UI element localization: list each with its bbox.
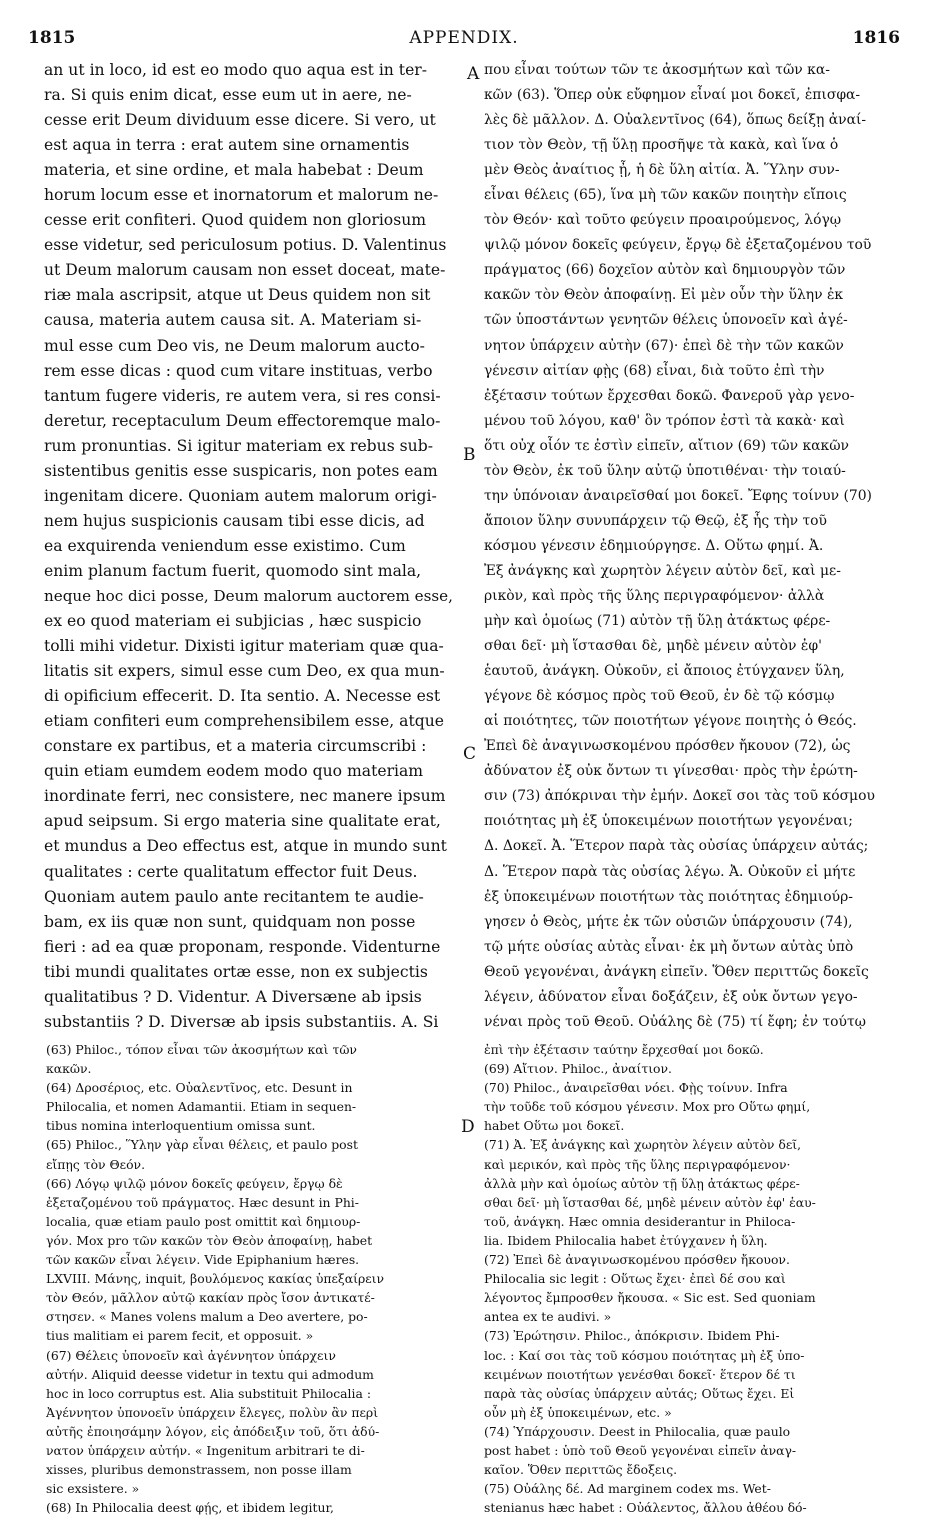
text-line: cesse erit Deum dividuum esse dicere. Si vero, ut bbox=[44, 111, 436, 130]
footnote-line: (75) Οὐάλης δέ. Ad marginem codex ms. Wet- bbox=[484, 1481, 771, 1497]
footnote-line: κακῶν. bbox=[46, 1061, 92, 1077]
running-title: APPENDIX. bbox=[409, 28, 519, 48]
footnote-line: localia, quæ etiam paulo post omittit καὶ δημιουρ- bbox=[46, 1213, 361, 1229]
text-line: ex eo quod materiam ei subjicias , hæc suspicio bbox=[44, 612, 422, 631]
text-line: τὸν Θεόν· καὶ τοῦτο φεύγειν προαιρούμενος, λόγῳ bbox=[484, 212, 842, 229]
text-line: ra. Si quis enim dicat, esse eum ut in aere, ne- bbox=[44, 86, 412, 105]
text-line: nem hujus suspicionis causam tibi esse dicis, ad bbox=[44, 511, 425, 530]
footnote-line: κειμένων ποιοτήτων γενέσθαι δοκεῖ· ἕτερον δέ τι bbox=[484, 1366, 796, 1382]
text-line: κόσμου γένεσιν ἐδημιούργησε. Δ. Οὕτω φημί. Ἀ. bbox=[484, 537, 824, 554]
footnote-line: στησεν. « Manes volens malum a Deo avertere, po- bbox=[46, 1309, 368, 1325]
footnote-line: xisses, pluribus demonstrassem, non posse illam bbox=[46, 1462, 352, 1478]
page-number-right: 1816 bbox=[852, 28, 900, 48]
text-line: rem esse dicas : quod cum vitare instituas, verbo bbox=[44, 361, 433, 380]
text-line: ἐξέτασιν τούτων ἔρχεσθαι δοκῶ. Φανεροῦ γὰρ γενο- bbox=[484, 387, 855, 404]
text-line: cesse erit confiteri. Quod quidem non gloriosum bbox=[44, 211, 427, 230]
footnote-line: (71) Ἀ. Ἐξ ἀνάγκης καὶ χωρητὸν λέγειν αὐτὸν δεῖ, bbox=[484, 1137, 802, 1153]
footnote-line: καῖον. Ὅθεν περιττῶς ἔδοξεις. bbox=[484, 1462, 678, 1478]
footnote-line: τὴν τοῦδε τοῦ κόσμου γένεσιν. Mox pro Οὕτω φημί, bbox=[484, 1099, 811, 1115]
text-line: τῷ μήτε οὐσίας αὐτὰς εἶναι· ἐκ μὴ ὄντων αὐτὰς ὑπὸ bbox=[484, 938, 854, 955]
text-line: μὴν καὶ ὁμοίως (71) αὐτὸν τῇ ὕλῃ ἀτάκτως φέρε- bbox=[484, 613, 831, 630]
footnote-line: οὖν μὴ ἐξ ὑποκειμένων, etc. » bbox=[484, 1404, 672, 1420]
text-line: λὲς δὲ μᾶλλον. Δ. Οὐαλεντῖνος (64), ὅπως δείξῃ ἀναί- bbox=[484, 112, 867, 129]
footnote-line: αὐτῆς ἐποιησάμην λόγον, εἰς ἀπόδειξιν τοῦ, ὅτι ἀδύ- bbox=[46, 1423, 380, 1439]
footnote-line: Philocalia, et nomen Adamantii. Etiam in sequen- bbox=[46, 1099, 357, 1115]
footnote-line: (67) Θέλεις ὑπονοεῖν καὶ ἀγέννητον ὑπάρχειν bbox=[46, 1347, 336, 1363]
text-line: qualitatibus ? D. Videntur. A Diversæne ab ipsis bbox=[44, 987, 422, 1006]
text-line: tolli mihi videtur. Dixisti igitur materiam quæ qua- bbox=[44, 637, 444, 656]
text-line: Δ. Δοκεῖ. Ἀ. Ἕτερον παρὰ τὰς οὐσίας ὑπάρχειν αὐτάς; bbox=[484, 838, 869, 855]
footnote-line: ἀλλὰ μὴν καὶ ὁμοίως αὐτὸν τῇ ὕλῃ ἀτάκτως φέρε- bbox=[484, 1175, 800, 1191]
text-line: την ὑπόνοιαν ἀναιρεῖσθαί μοι δοκεῖ. Ἔφης τοίνυν (70) bbox=[484, 487, 872, 504]
text-line: πράγματος (66) δοχεῖον αὐτὸν καὶ δημιουργὸν τῶν bbox=[484, 262, 846, 279]
footnote-line: σθαι δεῖ· μὴ ἵστασθαι δέ, μηδὲ μένειν αὐτὸν ἐφ' ἑαυ- bbox=[484, 1194, 816, 1210]
text-line: τῶν ὑποστάντων γενητῶν θέλεις ὑπονοεῖν καὶ ἀγέ- bbox=[484, 312, 848, 329]
text-line: riæ mala ascripsit, atque ut Deus quidem non sit bbox=[44, 286, 431, 305]
text-line: apud seipsum. Si ergo materia sine qualitate erat, bbox=[44, 812, 441, 831]
text-line: Ἐξ ἀνάγκης καὶ χωρητὸν λέγειν αὐτὸν δεῖ, καὶ με- bbox=[484, 562, 841, 579]
text-line: λέγειν, ἀδύνατον εἶναι δοξάζειν, ἐξ οὐκ ὄντων γεγο- bbox=[484, 988, 858, 1005]
footnote-line: hoc in loco corruptus est. Alia substituit Philocalia : bbox=[46, 1385, 371, 1401]
text-line: γέγονε δὲ κόσμος πρὸς τοῦ Θεοῦ, ἐν δὲ τῷ κόσμῳ bbox=[484, 688, 835, 705]
text-line: σθαι δεῖ· μὴ ἵστασθαι δὲ, μηδὲ μένειν αὐτὸν ἐφ' bbox=[484, 638, 822, 655]
footnote-line: γόν. Mox pro τῶν κακῶν τὸν Θεὸν ἀποφαίνῃ, habet bbox=[46, 1232, 373, 1248]
footnote-line: stenianus hæc habet : Οὐάλεντος, ἄλλου ἀθέου δό- bbox=[484, 1500, 807, 1516]
text-line: et mundus a Deo effectus est, atque in mundo sunt bbox=[44, 837, 447, 856]
text-line: ρικὸν, καὶ πρὸς τῆς ὕλης περιγραφόμενον· ἀλλὰ bbox=[484, 587, 825, 604]
text-line: constare ex partibus, et a materia circumscribi : bbox=[44, 737, 427, 756]
text-line: ἄποιον ὕλην συνυπάρχειν τῷ Θεῷ, ἐξ ἧς τὴν τοῦ bbox=[484, 512, 827, 529]
footnote-line: τῶν κακῶν εἶναι λέγειν. Vide Epiphanium hæres. bbox=[46, 1252, 360, 1268]
text-line: κακῶν τὸν Θεὸν ἀποφαίνῃ. Εἰ μὲν οὖν τὴν ὕλην ἐκ bbox=[484, 287, 844, 304]
footnote-line: παρὰ τὰς οὐσίας ὑπάρχειν αὐτάς; Οὕτως ἔχει. Εἰ bbox=[484, 1385, 795, 1401]
footnote-line: (74) Ὑπάρχουσιν. Deest in Philocalia, quæ paulo bbox=[484, 1423, 791, 1439]
page-number-left: 1815 bbox=[28, 28, 76, 48]
text-line: fieri : ad ea quæ proponam, responde. Videnturne bbox=[44, 937, 441, 956]
footnote-line: (63) Philoc., τόπον εἶναι τῶν ἀκοσμήτων καὶ τῶν bbox=[46, 1042, 357, 1057]
text-line: κῶν (63). Ὅπερ οὐκ εὔφημον εἶναί μοι δοκεῖ, ἐπισφα- bbox=[484, 87, 861, 104]
footnote-line: (66) Λόγῳ ψιλῷ μόνον δοκεῖς φεύγειν, ἔργῳ δὲ bbox=[46, 1175, 343, 1191]
text-line: ut Deum malorum causam non esset doceat, mate- bbox=[44, 261, 446, 280]
page-header bbox=[28, 28, 900, 54]
text-line: sistentibus genitis esse suspicaris, non potes eam bbox=[44, 461, 438, 480]
text-line: est aqua in terra : erat autem sine ornamentis bbox=[44, 136, 410, 155]
text-line: quin etiam eumdem eodem modo quo materiam bbox=[44, 762, 424, 781]
text-line: tibi mundi qualitates ortæ esse, non ex subjectis bbox=[44, 962, 428, 981]
text-line: μένου τοῦ λόγου, καθ' ὃν τρόπον ἐστὶ τὰ κακὰ· καὶ bbox=[484, 412, 845, 429]
text-line: horum locum esse et inornatorum et malorum ne- bbox=[44, 186, 439, 205]
text-line: tantum fugere videris, re autem vera, si res consi- bbox=[44, 386, 441, 405]
latin-text-column bbox=[44, 58, 460, 1035]
text-line: mul esse cum Deo vis, ne Deum malorum aucto- bbox=[44, 336, 425, 355]
text-line: esse videtur, sed periculosum potius. D. Valentinus bbox=[44, 236, 447, 255]
text-line: ἑαυτοῦ, ἀνάγκη. Οὐκοῦν, εἰ ἄποιος ἐτύγχανεν ὕλη, bbox=[484, 663, 845, 680]
text-line: bam, ex iis quæ non sunt, quidquam non posse bbox=[44, 912, 416, 931]
text-line: αἱ ποιότητες, τῶν ποιοτήτων γέγονε ποιητὴς ὁ Θεός. bbox=[484, 713, 857, 730]
footnote-line: tibus nomina interloquentium omissa sunt. bbox=[46, 1118, 316, 1134]
text-line: σιν (73) ἀπόκριναι τὴν ἐμήν. Δοκεῖ σοι τὰς τοῦ κόσμου bbox=[484, 788, 875, 805]
footnote-line: tius malitiam ei parem fecit, et opposuit. » bbox=[46, 1328, 314, 1344]
footnote-line: (69) Αἴτιον. Philoc., ἀναίτιον. bbox=[484, 1061, 672, 1077]
text-line: γένεσιν αἰτίαν φῂς (68) εἶναι, διὰ τοῦτο ἐπὶ τὴν bbox=[484, 362, 825, 379]
text-line: που εἶναι τούτων τῶν τε ἀκοσμήτων καὶ τῶν κα- bbox=[484, 62, 830, 78]
footnote-line: post habet : ὑπὸ τοῦ Θεοῦ γεγονέναι εἰπεῖν ἀναγ- bbox=[484, 1442, 797, 1458]
text-line: γησεν ὁ Θεὸς, μήτε ἐκ τῶν οὐσιῶν ὑπάρχουσιν (74), bbox=[484, 913, 853, 930]
footnote-line: loc. : Καί σοι τὰς τοῦ κόσμου ποιότητας μὴ ἐξ ὑπο- bbox=[484, 1347, 805, 1363]
footnote-line: (65) Philoc., Ὕλην γὰρ εἶναι θέλεις, et paulo post bbox=[46, 1137, 358, 1153]
text-line: rum pronuntias. Si igitur materiam ex rebus sub- bbox=[44, 436, 433, 455]
text-line: Θεοῦ γεγονέναι, ἀνάγκη εἰπεῖν. Ὅθεν περιττῶς δοκεῖς bbox=[484, 963, 869, 980]
text-line: Quoniam autem paulo ante recitantem te audie- bbox=[44, 887, 424, 906]
text-line: ψιλῷ μόνον δοκεῖς φεύγειν, ἔργῳ δὲ ἐξεταζομένου τοῦ bbox=[484, 237, 872, 254]
footnotes-right bbox=[484, 1040, 906, 1517]
text-line: Ἐπεὶ δὲ ἀναγινωσκομένου πρόσθεν ἤκουον (72), ὡς bbox=[484, 738, 851, 755]
section-marker-d: D bbox=[461, 1117, 475, 1137]
section-marker-a: A bbox=[467, 64, 480, 84]
footnote-line: εἴπῃς τὸν Θεόν. bbox=[46, 1156, 146, 1172]
text-line: Δ. Ἕτερον παρὰ τὰς οὐσίας λέγω. Ἀ. Οὐκοῦν εἰ μήτε bbox=[484, 863, 856, 880]
text-line: νέναι πρὸς τοῦ Θεοῦ. Οὐάλης δὲ (75) τί ἔφη; ἐν τούτῳ bbox=[484, 1013, 866, 1030]
text-line: litatis sit expers, simul esse cum Deo, ex qua mun- bbox=[44, 662, 445, 681]
text-line: εἶναι θέλεις (65), ἵνα μὴ τῶν κακῶν ποιητὴν εἴποις bbox=[484, 187, 847, 204]
text-line: materia, et sine ordine, et mala habebat : Deum bbox=[44, 161, 424, 180]
text-line: deretur, receptaculum Deum effectoremque malo- bbox=[44, 411, 441, 430]
text-line: substantiis ? D. Diversæ ab ipsis substantiis. A. Si bbox=[44, 1012, 439, 1031]
text-line: μὲν Θεὸς ἀναίτιος ᾖ, ἡ δὲ ὕλη αἰτία. Ἀ. Ὕλην συν- bbox=[484, 162, 840, 179]
text-line: inordinate ferri, nec consistere, nec manere ipsum bbox=[44, 787, 446, 806]
footnote-line: λέγοντος ἔμπροσθεν ἤκουσα. « Sic est. Sed quoniam bbox=[484, 1290, 816, 1306]
footnote-line: Philocalia sic legit : Οὕτως ἔχει· ἐπεὶ δέ σου καὶ bbox=[484, 1271, 786, 1287]
footnote-line: ἐπὶ τὴν ἐξέτασιν ταύτην ἔρχεσθαί μοι δοκῶ. bbox=[484, 1042, 764, 1057]
text-line: causa, materia autem causa sit. A. Materiam si- bbox=[44, 311, 422, 330]
footnote-line: τὸν Θεόν, μᾶλλον αὐτῷ κακίαν πρὸς ἴσον ἀντικατέ- bbox=[46, 1290, 375, 1306]
footnote-line: (73) Ἐρώτησιν. Philoc., ἀπόκρισιν. Ibidem Phi- bbox=[484, 1328, 780, 1344]
footnote-line: καὶ μερικόν, καὶ πρὸς τῆς ὕλης περιγραφόμενον· bbox=[484, 1156, 791, 1172]
footnote-line: habet Οὕτω μοι δοκεῖ. bbox=[484, 1118, 625, 1134]
section-marker-b: B bbox=[463, 445, 476, 465]
text-line: ἐξ ὑποκειμένων ποιοτήτων τὰς ποιότητας ἐδημιούρ- bbox=[484, 888, 853, 905]
text-line: etiam confiteri eum comprehensibilem esse, atque bbox=[44, 712, 444, 731]
footnote-line: αὐτήν. Aliquid deesse videtur in textu qui admodum bbox=[46, 1366, 374, 1382]
text-line: ὅτι οὐχ οἷόν τε ἐστὶν εἰπεῖν, αἴτιον (69) τῶν κακῶν bbox=[484, 437, 849, 454]
footnote-line: ἐξεταζομένου τοῦ πράγματος. Hæc desunt in Phi- bbox=[46, 1194, 359, 1210]
text-line: νητον ὑπάρχειν αὐτὴν (67)· ἐπεὶ δὲ τὴν τῶν κακῶν bbox=[484, 337, 844, 354]
footnote-line: (70) Philoc., ἀναιρεῖσθαι νόει. Φῂς τοίνυν. Infra bbox=[484, 1080, 788, 1096]
text-line: enim planum factum fuerit, quomodo sint mala, bbox=[44, 561, 422, 580]
text-line: τιον τὸν Θεὸν, τῇ ὕλῃ προσῆψε τὰ κακὰ, καὶ ἵνα ὁ bbox=[484, 137, 839, 154]
footnote-line: lia. Ibidem Philocalia habet ἐτύγχανεν ἡ ὕλη. bbox=[484, 1232, 768, 1248]
text-line: ἀδύνατον ἐξ οὐκ ὄντων τι γίνεσθαι· πρὸς τὴν ἐρώτη- bbox=[484, 763, 858, 780]
footnote-line: (64) Δροσέριος, etc. Οὐαλεντῖνος, etc. Desunt in bbox=[46, 1080, 353, 1096]
footnote-line: (72) Ἐπεὶ δὲ ἀναγινωσκομένου πρόσθεν ἤκουον. bbox=[484, 1252, 790, 1268]
text-line: ingenitam dicere. Quoniam autem malorum origi- bbox=[44, 486, 437, 505]
footnote-line: LXVIII. Μάνης, inquit, βουλόμενος κακίας ὑπεξαίρειν bbox=[46, 1271, 385, 1287]
text-line: an ut in loco, id est eo modo quo aqua est in ter- bbox=[44, 61, 428, 79]
footnote-line: νατον ὑπάρχειν αὐτήν. « Ingenitum arbitrari te di- bbox=[46, 1442, 365, 1458]
text-line: neque hoc dici posse, Deum malorum auctorem esse, bbox=[44, 586, 453, 605]
footnote-line: antea ex te audivi. » bbox=[484, 1309, 612, 1325]
section-marker-c: C bbox=[463, 744, 477, 764]
footnote-line: τοῦ, ἀνάγκη. Hæc omnia desiderantur in Philoca- bbox=[484, 1213, 796, 1229]
text-line: qualitates : certe qualitatum effector fuit Deus. bbox=[44, 862, 418, 881]
footnotes-left bbox=[46, 1040, 462, 1517]
footnote-line: (68) In Philocalia deest φῄς, et ibidem legitur, bbox=[46, 1500, 334, 1516]
footnote-line: sic exsistere. » bbox=[46, 1481, 140, 1497]
text-line: ea exquirenda veniendum esse existimo. Cum bbox=[44, 536, 406, 555]
text-line: ποιότητας μὴ ἐξ ὑποκειμένων ποιοτήτων γεγονέναι; bbox=[484, 813, 853, 830]
greek-text-column bbox=[484, 58, 906, 1035]
text-line: di opificium effecerit. D. Ita sentio. A. Necesse est bbox=[44, 687, 441, 706]
footnote-line: Ἀγέννητον ὑπονοεῖν ὑπάρχειν ἔλεγες, πολὺν ἂν περὶ bbox=[46, 1404, 379, 1420]
text-line: τὸν Θεὸν, ἐκ τοῦ ὕλην αὐτῷ ὑποτιθέναι· τὴν τοιαύ- bbox=[484, 462, 846, 479]
